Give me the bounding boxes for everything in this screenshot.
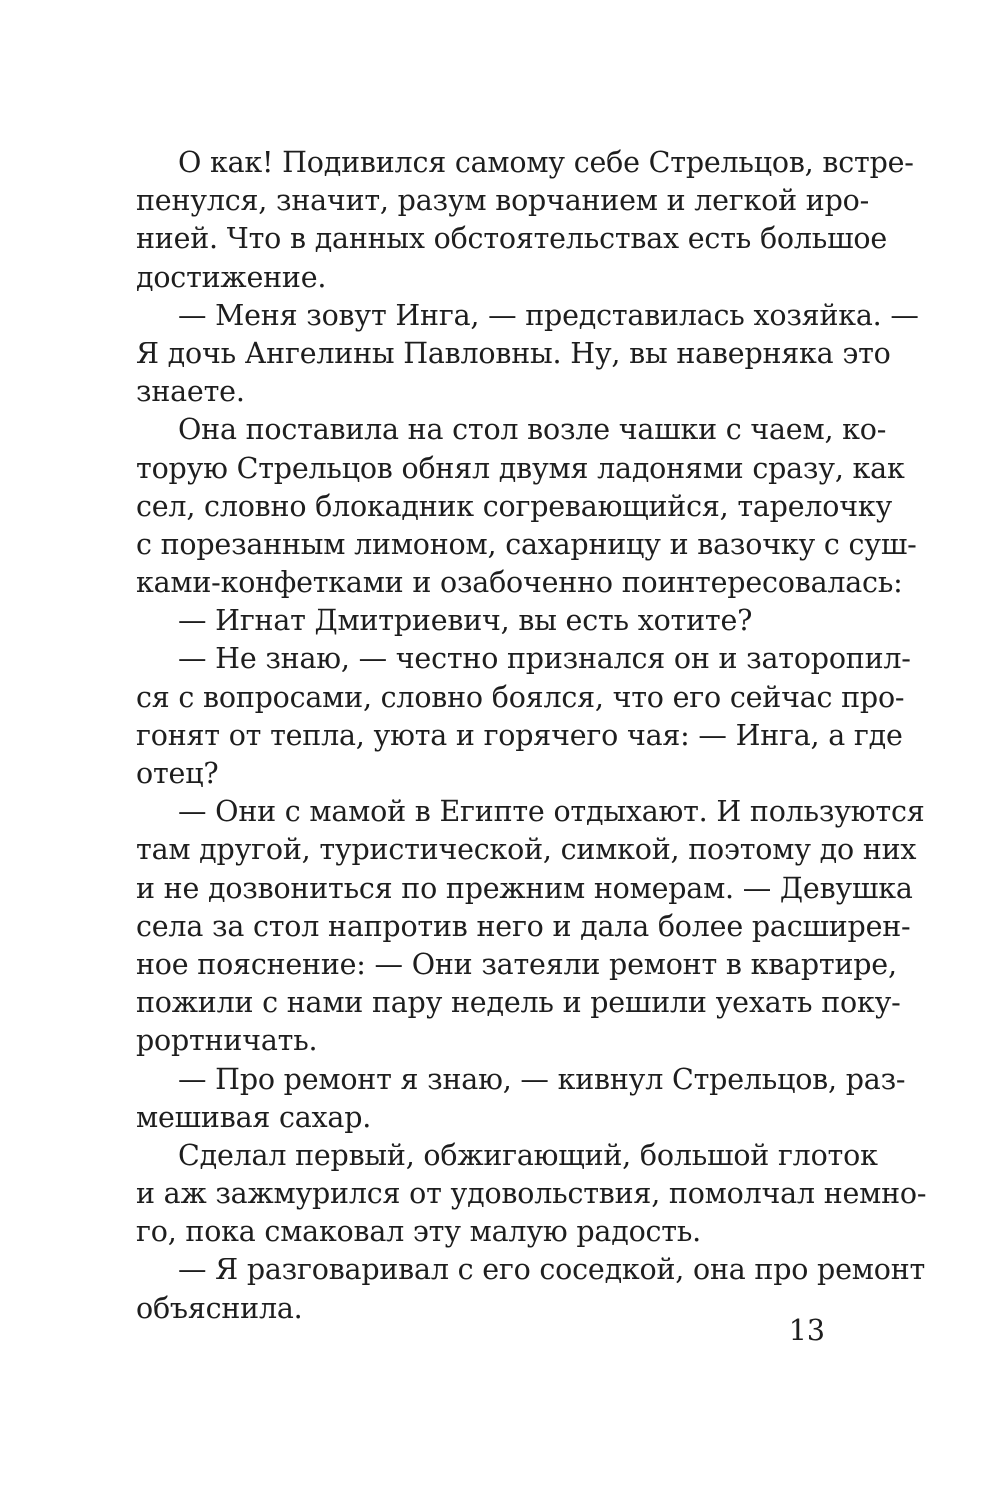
text-line: гонят от тепла, уюта и горячего чая: — Инга, а где <box>136 718 903 752</box>
text-line: Я дочь Ангелины Павловны. Ну, вы наверняка это <box>136 336 891 370</box>
text-line: мешивая сахар. <box>136 1100 372 1134</box>
text-line: О как! Подивился самому себе Стрельцов, встре- <box>178 146 914 179</box>
text-line: Она поставила на стол возле чашки с чаем, ко- <box>178 413 887 447</box>
text-line: села за стол напротив него и дала более расширен- <box>136 909 911 943</box>
text-line: и аж зажмурился от удовольствия, помолчал немно- <box>136 1177 927 1211</box>
text-line: сел, словно блокадник согревающийся, тарелочку <box>136 489 893 523</box>
page-number: 13 <box>788 1314 825 1347</box>
text-line: с порезанным лимоном, сахарницу и вазочку с суш- <box>136 527 917 561</box>
text-line: — Меня зовут Инга, — представилась хозяйка. — <box>178 298 919 332</box>
text-line: объяснила. <box>136 1291 303 1325</box>
text-line: рортничать. <box>136 1024 318 1058</box>
text-line: Сделал первый, обжигающий, большой глоток <box>178 1138 878 1172</box>
text-line: отец? <box>136 757 219 790</box>
text-line: — Они с мамой в Египте отдыхают. И пользуются <box>178 795 925 829</box>
text-line: ками-конфетками и озабоченно поинтересовалась: <box>136 566 903 600</box>
text-line: достижение. <box>136 260 327 294</box>
text-line: — Я разговаривал с его соседкой, она про ремонт <box>178 1253 926 1287</box>
text-line: ся с вопросами, словно боялся, что его сейчас про- <box>136 680 905 714</box>
text-line: торую Стрельцов обнял двумя ладонями сразу, как <box>136 451 905 485</box>
text-line: — Не знаю, — честно признался он и заторопил- <box>178 642 911 676</box>
text-line: го, пока смаковал эту малую радость. <box>136 1215 702 1249</box>
text-line: пенулся, значит, разум ворчанием и легкой иро- <box>136 184 869 218</box>
text-line: — Про ремонт я знаю, — кивнул Стрельцов, раз- <box>178 1062 906 1096</box>
text-line: — Игнат Дмитриевич, вы есть хотите? <box>178 604 753 638</box>
text-line: знаете. <box>136 375 245 409</box>
text-line: ное пояснение: — Они затеяли ремонт в квартире, <box>136 947 897 981</box>
text-line: и не дозвониться по прежним номерам. — Девушка <box>136 871 913 905</box>
text-line: пожили с нами пару недель и решили уехать поку- <box>136 986 901 1020</box>
text-line: там другой, туристической, симкой, поэтому до них <box>136 833 917 867</box>
text-line: нией. Что в данных обстоятельствах есть большое <box>136 222 887 256</box>
body-text <box>136 144 927 1328</box>
